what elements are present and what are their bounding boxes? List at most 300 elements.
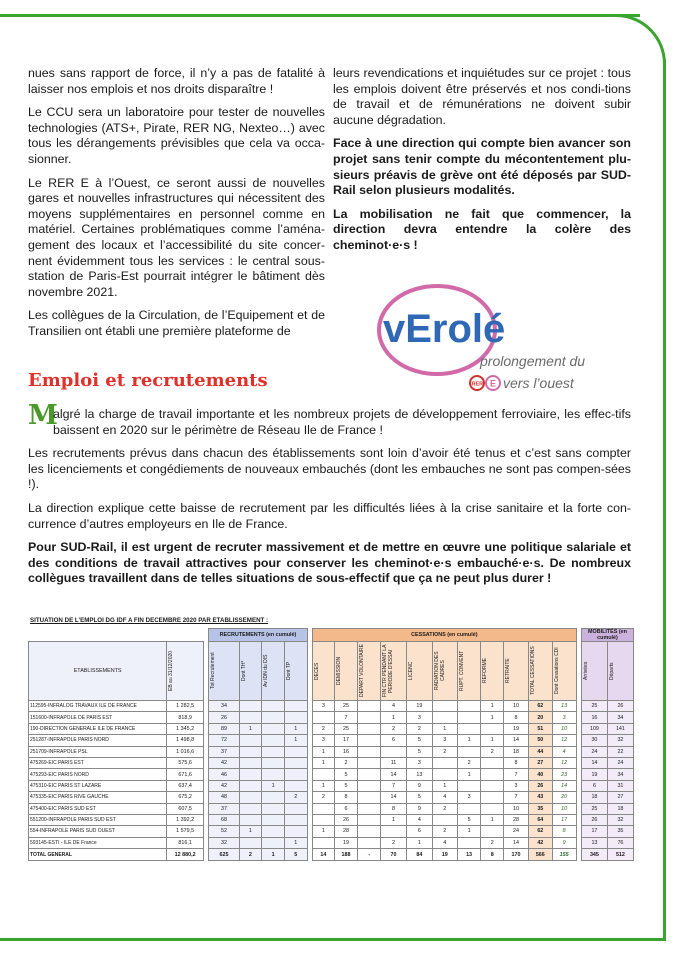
cell-ces: 3 xyxy=(313,735,335,746)
cell-ces xyxy=(358,837,381,848)
cell-ces: 19 xyxy=(504,723,529,734)
cell-rec xyxy=(284,780,307,791)
cell-etablissement: 554-INFRAPOLE PARIS SUD OUEST xyxy=(29,826,167,837)
cell-ces: 19 xyxy=(334,837,358,848)
cell-rec: 42 xyxy=(209,757,239,768)
header-ces-7 xyxy=(481,642,504,701)
cell-ces xyxy=(457,780,481,791)
cell-rec xyxy=(239,757,262,768)
cell-ces xyxy=(313,769,335,780)
cell-ces xyxy=(457,723,481,734)
cell-ces: 3 xyxy=(552,712,576,723)
cell-ces: 14 xyxy=(504,735,529,746)
svg-text:M: M xyxy=(28,400,58,431)
cell-ces: 35 xyxy=(528,803,552,814)
cell-ces: 18 xyxy=(504,746,529,757)
cell-ces: 13 xyxy=(406,769,432,780)
cell-ces: 10 xyxy=(504,701,529,712)
frame-bottom-border xyxy=(0,938,666,941)
cell-eb: 1 345,2 xyxy=(167,723,204,734)
cell-ces: 2 xyxy=(313,792,335,803)
table-row xyxy=(29,826,634,837)
cell-rec xyxy=(262,757,285,768)
cell-ces: 1 xyxy=(457,826,481,837)
cell-rec xyxy=(284,757,307,768)
cell-rec: 1 xyxy=(284,735,307,746)
cell-ces: 26 xyxy=(334,814,358,825)
header-ces-9 xyxy=(528,642,552,701)
cell-ces: 17 xyxy=(334,735,358,746)
cell-ces: 8 xyxy=(504,712,529,723)
cell-rec xyxy=(284,712,307,723)
cell-ces: 3 xyxy=(504,780,529,791)
header-ces-label-2: DEPART VOLONTAIRE xyxy=(359,644,366,698)
cell-rec xyxy=(262,769,285,780)
cell-ces: 7 xyxy=(381,780,407,791)
cell-ces: 2 xyxy=(334,757,358,768)
cell-mob: 18 xyxy=(607,803,633,814)
cell-eb: 1 579,5 xyxy=(167,826,204,837)
cell-ces xyxy=(481,757,504,768)
cell-mob: 19 xyxy=(581,769,607,780)
cell-rec xyxy=(239,735,262,746)
cell-ces xyxy=(481,826,504,837)
cell-rec xyxy=(262,837,285,848)
cell-ces: 27 xyxy=(528,757,552,768)
table-row xyxy=(29,837,634,848)
table-column-header-row xyxy=(29,642,634,701)
cell-ces xyxy=(358,746,381,757)
cell-rec: 1 xyxy=(239,826,262,837)
header-ces-label-3: FIN CTR PENDANT LA PERIODE D'ESSAI xyxy=(382,644,395,698)
cell-ces: 1 xyxy=(457,735,481,746)
cell-ces: 155 xyxy=(552,849,576,861)
cell-ces: 9 xyxy=(406,780,432,791)
cell-ces xyxy=(358,769,381,780)
table-row xyxy=(29,792,634,803)
paragraph-direction: La direction explique cette baisse de recrutement par les difficultés liées à la crise sanitaire et la forte con-currence d’autres employeurs en Ile de France. xyxy=(28,500,631,531)
cell-ces xyxy=(358,780,381,791)
cell-ces: 2 xyxy=(313,723,335,734)
cell-ces xyxy=(457,803,481,814)
cell-ces: 9 xyxy=(406,803,432,814)
cell-ces xyxy=(381,746,407,757)
cell-eb: 816,1 xyxy=(167,837,204,848)
left-paragraph-1: nues sans rapport de force, il n’y a pas de fatalité à laisser nos emplois et nos droits disparaître ! xyxy=(28,66,325,96)
header-rec-label-1: Dont TH* xyxy=(240,660,247,682)
cell-rec xyxy=(262,723,285,734)
logo-word: vErolé xyxy=(383,307,506,351)
cell-mob: 27 xyxy=(607,792,633,803)
header-ces-6 xyxy=(457,642,481,701)
cell-mob: 34 xyxy=(607,712,633,723)
cell-etablissement: 475335-EIC PARIS RIVE GAUCHE xyxy=(29,792,167,803)
cell-ces: 170 xyxy=(504,849,529,861)
cell-rec: 1 xyxy=(239,723,262,734)
cell-ces: 26 xyxy=(528,780,552,791)
cell-rec: 5 xyxy=(284,849,307,861)
frame-corner xyxy=(612,14,666,68)
cell-ces: 6 xyxy=(406,826,432,837)
cell-ces: 13 xyxy=(552,701,576,712)
cell-ces: 188 xyxy=(334,849,358,861)
cell-ces: 12 xyxy=(552,735,576,746)
cell-ces xyxy=(313,814,335,825)
paragraph-sud-rail: Pour SUD-Rail, il est urgent de recruter massivement et de mettre en œuvre une politique salariale et des conditions de travail attractives pour conserver les cheminot·e·s embauché·e·s. De nombreux collègues travaillent dans de telles situations de sous-effectif que ça ne peut plus durer ! xyxy=(28,540,631,586)
cell-ces: 9 xyxy=(552,837,576,848)
cell-rec xyxy=(262,746,285,757)
cell-ces: 23 xyxy=(552,769,576,780)
cell-mob: 76 xyxy=(607,837,633,848)
table-row xyxy=(29,735,634,746)
cell-ces: 8 xyxy=(381,803,407,814)
cell-ces: 7 xyxy=(334,712,358,723)
header-ces-label-5: RADIATION DES CADRES xyxy=(433,651,446,691)
cell-ces xyxy=(457,712,481,723)
cell-mob: 24 xyxy=(581,746,607,757)
header-mob-0 xyxy=(581,642,607,701)
cell-ces: 5 xyxy=(457,814,481,825)
cell-rec xyxy=(262,701,285,712)
header-rec-label-0: Tot Recrutement xyxy=(210,652,217,690)
cell-ces xyxy=(481,769,504,780)
cell-ces: 4 xyxy=(552,746,576,757)
table-row xyxy=(29,780,634,791)
cell-rec: 48 xyxy=(209,792,239,803)
cell-ces: 8 xyxy=(504,757,529,768)
cell-ces: 3 xyxy=(313,701,335,712)
cell-ces: 19 xyxy=(406,701,432,712)
cell-eb: 1 498,8 xyxy=(167,735,204,746)
cell-mob: 512 xyxy=(607,849,633,861)
cell-rec: 52 xyxy=(209,826,239,837)
cell-ces: 3 xyxy=(457,792,481,803)
cell-ces: 16 xyxy=(334,746,358,757)
cell-rec: 89 xyxy=(209,723,239,734)
cell-mob: 25 xyxy=(581,701,607,712)
cell-ces: - xyxy=(358,849,381,861)
left-paragraph-2: Le CCU sera un laboratoire pour tester de nouvelles technologies (ATS+, Pirate, RER NG, Nexteo…) avec tous les dérangements prévisibles que cela va occa-sionner. xyxy=(28,105,325,166)
cell-ces xyxy=(358,803,381,814)
cell-rec: 37 xyxy=(209,803,239,814)
cell-rec: 72 xyxy=(209,735,239,746)
cell-ces: 6 xyxy=(381,735,407,746)
table-row xyxy=(29,769,634,780)
cell-ces: 7 xyxy=(504,769,529,780)
cell-ces xyxy=(358,792,381,803)
cell-etablissement: 475400-EIC PARIS SUD EST xyxy=(29,803,167,814)
cell-ces: 14 xyxy=(504,837,529,848)
cell-ces: 3 xyxy=(406,712,432,723)
cell-ces: 5 xyxy=(334,769,358,780)
cell-ces: 8 xyxy=(481,849,504,861)
cell-ces: 28 xyxy=(504,814,529,825)
cell-eb: 675,2 xyxy=(167,792,204,803)
header-rec-label-3: Dont TP xyxy=(285,661,292,681)
cell-ces xyxy=(481,803,504,814)
verole-logo xyxy=(375,280,605,395)
cell-rec xyxy=(239,769,262,780)
cell-ces: 11 xyxy=(381,757,407,768)
header-mob-label-0: Arrivées xyxy=(582,661,589,681)
cell-ces: 5 xyxy=(406,735,432,746)
cell-ces: 2 xyxy=(481,746,504,757)
header-group-cessations: CESSATIONS (en cumulé) xyxy=(313,629,577,642)
cell-ces: 43 xyxy=(528,792,552,803)
cell-ces: 5 xyxy=(406,746,432,757)
cell-rec: 37 xyxy=(209,746,239,757)
cell-ces xyxy=(432,814,457,825)
cell-rec: 1 xyxy=(262,780,285,791)
right-paragraph-1: leurs revendications et inquiétudes sur ce projet : tous les emplois doivent être préservés et nos condi-tions de travail et de rémunérations ne doivent subir aucune dégradation. xyxy=(333,66,631,127)
cell-mob: 14 xyxy=(581,757,607,768)
cell-mob: 26 xyxy=(607,701,633,712)
table-row xyxy=(29,814,634,825)
cell-ces xyxy=(457,701,481,712)
cell-ces xyxy=(381,826,407,837)
cell-ces: 14 xyxy=(313,849,335,861)
cell-ces xyxy=(481,792,504,803)
cell-rec xyxy=(239,712,262,723)
cell-rec xyxy=(262,814,285,825)
cell-mob: 109 xyxy=(581,723,607,734)
cell-etablissement: 475293-EIC PARIS NORD xyxy=(29,769,167,780)
cell-rec: 1 xyxy=(262,849,285,861)
cell-eb: 1 392,2 xyxy=(167,814,204,825)
cell-ces: 1 xyxy=(406,837,432,848)
dropcap-m-icon xyxy=(28,400,58,431)
table-group-header-row xyxy=(29,629,634,642)
cell-mob: 26 xyxy=(581,814,607,825)
cell-ces: 20 xyxy=(552,792,576,803)
cell-ces: 4 xyxy=(432,792,457,803)
header-mob-1 xyxy=(607,642,633,701)
cell-ces: 10 xyxy=(552,803,576,814)
cell-rec xyxy=(239,837,262,848)
cell-ces: 1 xyxy=(313,780,335,791)
cell-rec: 1 xyxy=(284,837,307,848)
cell-rec xyxy=(284,803,307,814)
cell-rec xyxy=(284,826,307,837)
cell-ces: 25 xyxy=(334,701,358,712)
cell-eb: 1 282,5 xyxy=(167,701,204,712)
cell-etablissement: TOTAL GENERAL xyxy=(29,849,167,861)
header-ces-label-4: LICENC xyxy=(407,661,414,681)
section-title: Emploi et recrutements xyxy=(28,370,268,391)
cell-ces: 19 xyxy=(432,849,457,861)
cell-ces: 28 xyxy=(334,826,358,837)
cell-ces: 1 xyxy=(313,826,335,837)
cell-ces: 14 xyxy=(381,792,407,803)
cell-ces xyxy=(358,712,381,723)
left-paragraph-3: Le RER E à l’Ouest, ce seront aussi de nouvelles gares et nouvelles infrastructures qui nécessitent des moyens supplémentaires en personnel comme en matériel. Certaines problématiques comme l’aména-gement des locaux et l’accessibilité du site concer-nent évidemment tous les services : le central sous-station de Paris-Est pourrait intégrer le bâtiment dès novembre 2021. xyxy=(28,175,325,299)
cell-ces: 566 xyxy=(528,849,552,861)
cell-ces xyxy=(358,826,381,837)
employment-table xyxy=(28,628,634,861)
cell-ces: 14 xyxy=(552,780,576,791)
cell-mob: 32 xyxy=(607,814,633,825)
cell-rec: 32 xyxy=(209,837,239,848)
header-group-recrutements: RECRUTEMENTS (en cumulé) xyxy=(209,629,307,642)
cell-ces: 62 xyxy=(528,701,552,712)
cell-ces xyxy=(358,723,381,734)
cell-ces: 2 xyxy=(481,837,504,848)
cell-rec xyxy=(262,803,285,814)
cell-ces: 5 xyxy=(406,792,432,803)
header-eb-label: EB au 31/12/2020 xyxy=(168,650,175,692)
table-row xyxy=(29,712,634,723)
header-ces-2 xyxy=(358,642,381,701)
cell-rec xyxy=(239,792,262,803)
cell-rec xyxy=(239,803,262,814)
cell-ces: 1 xyxy=(432,780,457,791)
cell-ces: 2 xyxy=(381,837,407,848)
cell-ces xyxy=(432,769,457,780)
cell-ces: 1 xyxy=(481,735,504,746)
cell-rec xyxy=(262,735,285,746)
cell-ces: 62 xyxy=(528,826,552,837)
cell-eb: 818,9 xyxy=(167,712,204,723)
cell-ces: 1 xyxy=(313,746,335,757)
cell-ces: 4 xyxy=(406,814,432,825)
right-column xyxy=(333,66,631,262)
cell-ces: 20 xyxy=(528,712,552,723)
header-ces-5 xyxy=(432,642,457,701)
cell-ces: 6 xyxy=(334,803,358,814)
cell-ces: 2 xyxy=(432,746,457,757)
cell-ces xyxy=(457,837,481,848)
cell-ces: 8 xyxy=(552,826,576,837)
cell-ces: 1 xyxy=(381,814,407,825)
cell-rec xyxy=(284,814,307,825)
header-rec-3 xyxy=(284,642,307,701)
cell-etablissement: 475269-EIC PARIS EST xyxy=(29,757,167,768)
cell-eb: 12 880,2 xyxy=(167,849,204,861)
cell-ces: 42 xyxy=(528,837,552,848)
right-paragraph-2: Face à une direction qui compte bien avancer son projet sans tenir compte du mécontentement plu-sieurs préavis de grève ont été déposés par SUD-Rail selon plusieurs modalités. xyxy=(333,136,631,198)
rer-badge-text: RER xyxy=(471,381,484,388)
table-row xyxy=(29,803,634,814)
header-ces-label-0: DECES xyxy=(314,662,321,680)
cell-ces: 5 xyxy=(334,780,358,791)
cell-ces: 84 xyxy=(406,849,432,861)
header-group-mobilites: MOBILITÉS (en cumulé) xyxy=(581,629,633,642)
cell-mob: 6 xyxy=(581,780,607,791)
table-row xyxy=(29,757,634,768)
header-ces-3 xyxy=(381,642,407,701)
cell-mob: 35 xyxy=(607,826,633,837)
cell-ces: 1 xyxy=(481,712,504,723)
cell-rec xyxy=(239,780,262,791)
cell-ces: 1 xyxy=(481,701,504,712)
cell-ces: 1 xyxy=(432,723,457,734)
cell-rec xyxy=(262,792,285,803)
cell-etablissement: 251709-INFRAPOLE PSL xyxy=(29,746,167,757)
header-ces-label-6: RUPT. CONVENT xyxy=(458,650,465,692)
header-ces-4 xyxy=(406,642,432,701)
cell-mob: 18 xyxy=(581,792,607,803)
cell-rec: 34 xyxy=(209,701,239,712)
cell-ces xyxy=(432,701,457,712)
cell-ces xyxy=(313,837,335,848)
cell-ces: 13 xyxy=(457,849,481,861)
cell-ces: 40 xyxy=(528,769,552,780)
table-row xyxy=(29,723,634,734)
header-rec-label-2: Av IDN du DIS xyxy=(263,654,270,688)
cell-ces xyxy=(481,723,504,734)
cell-ces xyxy=(358,757,381,768)
cell-ces xyxy=(313,803,335,814)
cell-ces: 1 xyxy=(313,757,335,768)
cell-ces: 24 xyxy=(504,826,529,837)
cell-mob: 32 xyxy=(607,735,633,746)
cell-etablissement: 551200-INFRAPOLE PARIS SUD EST xyxy=(29,814,167,825)
cell-ces: 17 xyxy=(552,814,576,825)
cell-ces: 44 xyxy=(528,746,552,757)
cell-rec xyxy=(262,712,285,723)
cell-ces xyxy=(358,735,381,746)
cell-etablissement: 151600-INFRAPOLE DE PARIS EST xyxy=(29,712,167,723)
cell-ces: 4 xyxy=(381,701,407,712)
cell-rec: 42 xyxy=(209,780,239,791)
cell-mob: 24 xyxy=(607,757,633,768)
cell-ces: 3 xyxy=(406,757,432,768)
cell-ces xyxy=(358,701,381,712)
cell-ces: 2 xyxy=(432,803,457,814)
cell-rec xyxy=(239,701,262,712)
cell-ces: 1 xyxy=(457,769,481,780)
cell-mob: 17 xyxy=(581,826,607,837)
header-ces-10 xyxy=(552,642,576,701)
cell-etablissement: 593145-ESTI - ILE DE France xyxy=(29,837,167,848)
header-ces-label-9: TOTAL CESSATIONS xyxy=(529,646,536,696)
employment-table-wrap xyxy=(28,628,634,861)
cell-ces: 2 xyxy=(406,723,432,734)
left-paragraph-4: Les collègues de la Circulation, de l’Equipement et de Transilien ont établi une première plateforme de xyxy=(28,308,325,338)
header-ces-label-7: REFORME xyxy=(482,658,489,684)
cell-ces: 10 xyxy=(504,803,529,814)
cell-mob: 22 xyxy=(607,746,633,757)
left-column xyxy=(28,66,325,348)
cell-rec xyxy=(284,746,307,757)
cell-etablissement: 251287-INFRAPOLE PARIS NORD xyxy=(29,735,167,746)
intro-text: algré la charge de travail importante et les nombreux projets de développement ferroviaire, les effec-tifs baissent en 2020 sur le périmètre de Réseau Ile de France ! xyxy=(53,407,631,437)
frame-top-border xyxy=(0,14,640,17)
cell-rec xyxy=(239,746,262,757)
cell-ces: 64 xyxy=(528,814,552,825)
header-ces-label-8: RETRAITE xyxy=(505,658,512,684)
cell-ces: 70 xyxy=(381,849,407,861)
recruitment-section xyxy=(28,400,631,595)
cell-rec: 1 xyxy=(284,723,307,734)
cell-mob: 30 xyxy=(581,735,607,746)
cell-eb: 671,6 xyxy=(167,769,204,780)
frame-right-border xyxy=(663,60,666,940)
header-etablissements: ETABLISSEMENTS xyxy=(29,642,167,701)
cell-rec: 2 xyxy=(284,792,307,803)
cell-ces: 8 xyxy=(334,792,358,803)
cell-ces: 2 xyxy=(457,757,481,768)
cell-ces: 2 xyxy=(432,826,457,837)
cell-ces: 51 xyxy=(528,723,552,734)
cell-ces: 14 xyxy=(381,769,407,780)
cell-ces: 3 xyxy=(432,735,457,746)
header-ces-1 xyxy=(334,642,358,701)
cell-rec xyxy=(239,814,262,825)
cell-rec: 26 xyxy=(209,712,239,723)
cell-eb: 575,6 xyxy=(167,757,204,768)
header-spacer xyxy=(29,629,204,642)
